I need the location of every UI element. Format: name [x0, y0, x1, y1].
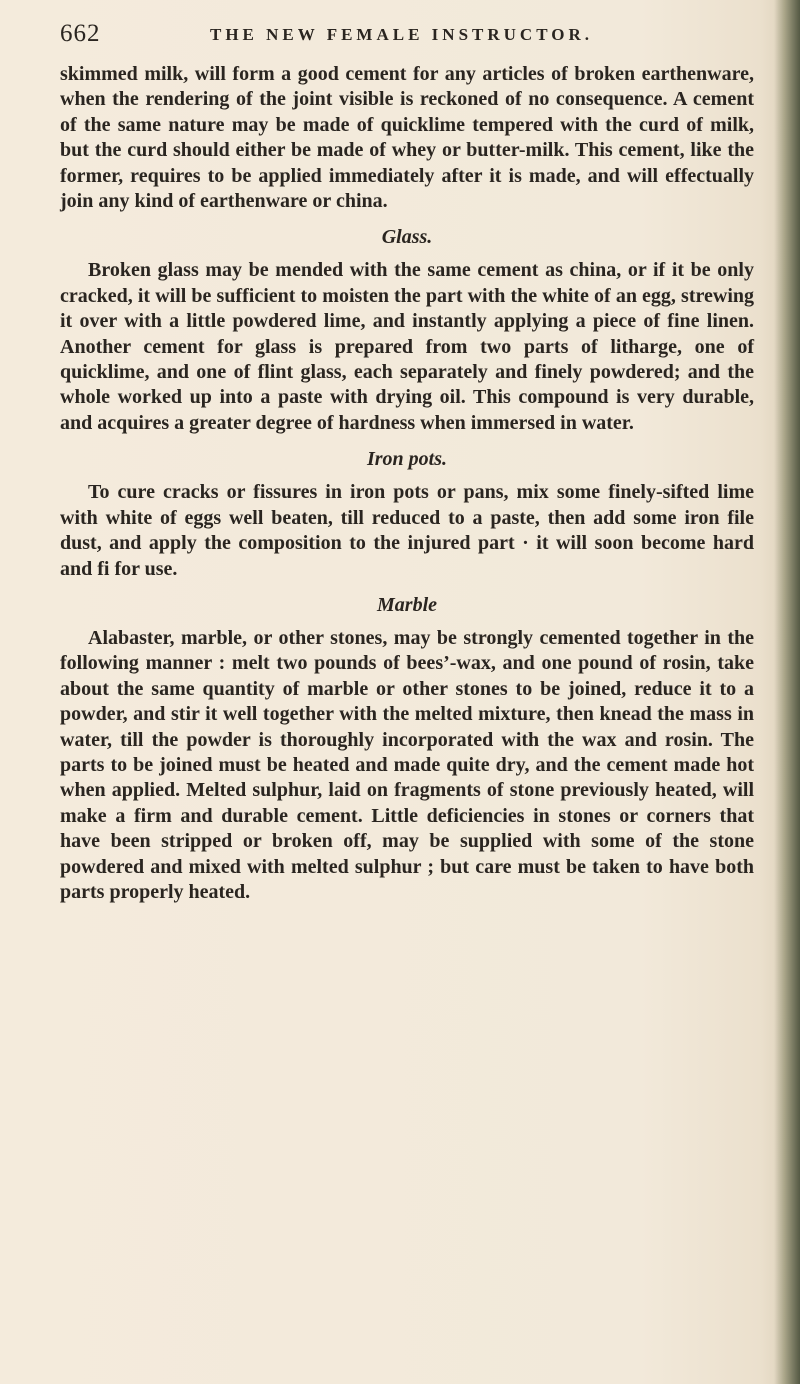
section-heading-marble: Marble: [377, 593, 437, 616]
paragraph-marble: Alabaster, marble, or other stones, may be strongly cemented together in the following manner : melt two pounds of bees’-wax, and one pound of rosin, take about the same quantity of marble or other stones to be joined, reduce it to a powder, and stir it well together with the melted mixture, then knead the mass in water, till the powder is thoroughly incorporated with the wax and rosin. The parts to be joined must be heated and made quite dry, and the cement made hot when applied. Melted sulphur, laid on fragments of stone previously heated, will make a firm and durable cement. Little deficiencies in stones or corners that have been stripped or broken off, may be supplied with some of the stone powdered and mixed with melted sulphur ; but care must be taken to have both parts properly heated.: [60, 626, 754, 903]
paragraph-earthenware: skimmed milk, will form a good cement for any articles of broken earthenware, when the rendering of the joint visible is reckoned of no consequence. A cement of the same nature may be made of quicklime tempered with the curd of milk, but the curd should either be made of whey or butter-milk. This cement, like the former, requires to be applied immediately after it is made, and will effectually join any kind of earthenware or china.: [60, 63, 754, 213]
page-edge-shadow: [774, 0, 800, 1384]
page-number: 662: [60, 20, 101, 47]
section-heading-iron-pots: Iron pots.: [366, 448, 448, 471]
page-text: [60, 62, 754, 905]
section-heading-glass: Glass.: [381, 226, 433, 249]
paragraph-iron-pots: To cure cracks or fissures in iron pots or pans, mix some finely-sifted lime with white of eggs well beaten, till reduced to a paste, then add some iron file dust, and apply the composition to the injured part · it will soon become hard and fi for use.: [60, 481, 754, 580]
paragraph-glass: Broken glass may be mended with the same cement as china, or if it be only cracked, it will be sufficient to moisten the part with the white of an egg, strewing it over with a little powdered lime, and instantly applying a piece of fine linen. Another cement for glass is prepared from two parts of litharge, one of quicklime, and one of flint glass, each separately and finely powdered; and the whole worked up into a paste with drying oil. This compound is very durable, and acquires a greater degree of hardness when immersed in water.: [60, 259, 754, 434]
page-header: [60, 20, 740, 52]
running-title: THE NEW FEMALE INSTRUCTOR.: [210, 25, 593, 44]
